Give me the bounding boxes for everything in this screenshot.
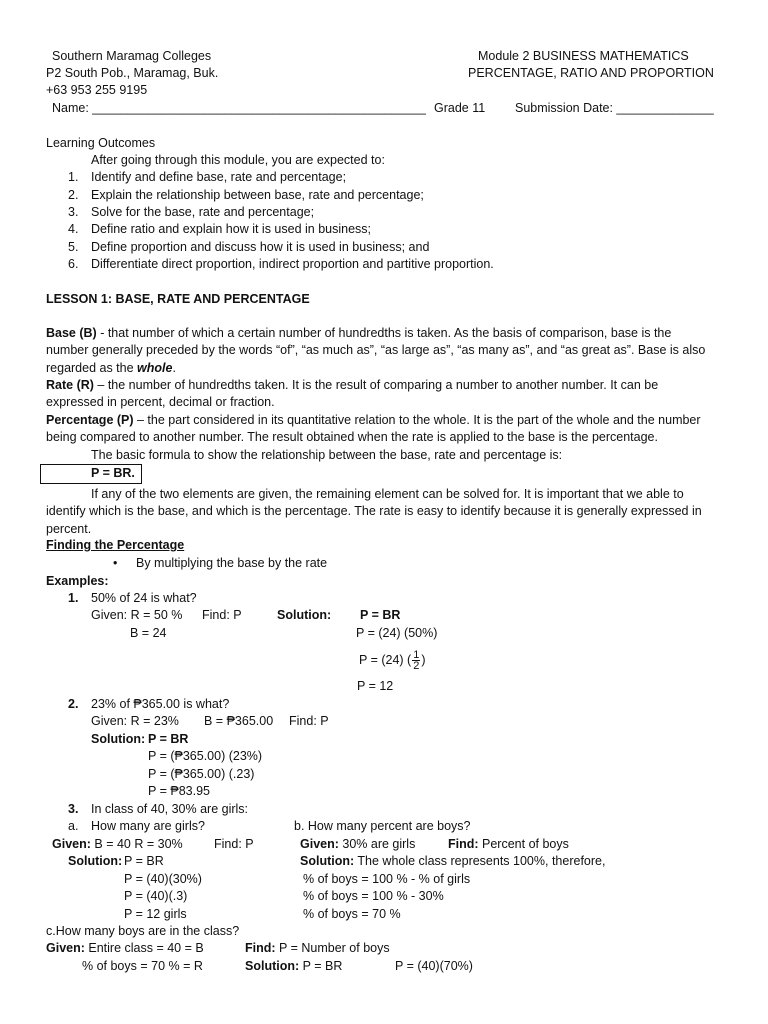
given-value: Entire class = 40 = B bbox=[84, 941, 204, 955]
given-value: B = 40 R = 30% bbox=[90, 837, 183, 851]
outcome-number: 3. bbox=[68, 205, 79, 219]
rate-term: Rate (R) bbox=[46, 378, 94, 392]
lesson-heading: LESSON 1: BASE, RATE AND PERCENTAGE bbox=[46, 292, 310, 306]
given-value: 30% are girls bbox=[338, 837, 416, 851]
outcome-text: Define ratio and explain how it is used in business; bbox=[91, 222, 372, 236]
sub-a-answer: P = 12 girls bbox=[124, 907, 187, 921]
solution-value: The whole class represents 100%, therefore, bbox=[354, 854, 606, 868]
example-step-fraction bbox=[359, 650, 426, 671]
grade-label: Grade 11 bbox=[434, 101, 486, 115]
outcome-text: Explain the relationship between base, rate and percentage; bbox=[91, 188, 424, 202]
sub-a-step: P = BR bbox=[124, 854, 164, 868]
sub-b-answer: % of boys = 70 % bbox=[303, 907, 401, 921]
sub-a-given bbox=[52, 837, 183, 852]
sub-b-find bbox=[448, 837, 569, 852]
sub-c-rate: % of boys = 70 % = R bbox=[82, 959, 203, 973]
learning-outcomes-heading: Learning Outcomes bbox=[46, 136, 156, 150]
solution-value: P = BR bbox=[299, 959, 343, 973]
sub-b-step: % of boys = 100 % - % of girls bbox=[303, 872, 471, 886]
sub-b-step: % of boys = 100 % - 30% bbox=[303, 889, 444, 903]
name-field-label: Name: ________________________________________________ bbox=[52, 101, 426, 115]
find-label: Find: bbox=[245, 941, 276, 955]
base-definition-end: . bbox=[172, 360, 176, 375]
example-find: Find: P bbox=[202, 608, 242, 622]
finding-bullet-text: By multiplying the base by the rate bbox=[136, 556, 328, 570]
fraction-numerator: 1 bbox=[413, 649, 420, 661]
find-value: Percent of boys bbox=[478, 837, 569, 851]
find-value: P = Number of boys bbox=[275, 941, 390, 955]
example-solution-label: Solution: bbox=[277, 608, 332, 622]
school-name: Southern Maramag Colleges bbox=[52, 49, 212, 63]
base-whole-term: whole bbox=[137, 360, 173, 375]
outcome-text: Define proportion and discuss how it is used in business; and bbox=[91, 240, 430, 254]
solution-label: Solution: bbox=[245, 959, 300, 973]
submission-date-label: Submission Date: ______________ bbox=[515, 101, 714, 115]
example-answer: P = ₱83.95 bbox=[148, 784, 210, 798]
sub-question-c: c.How many boys are in the class? bbox=[46, 924, 240, 938]
example-given: Given: R = 50 % bbox=[91, 608, 183, 622]
sub-a-step: P = (40)(30%) bbox=[124, 872, 202, 886]
outcome-number: 5. bbox=[68, 240, 79, 254]
rate-definition-text: – the number of hundredths taken. It is the result of comparing a number to another number. It can be expressed in percent, decimal or fraction. bbox=[46, 378, 659, 410]
example-answer: P = 12 bbox=[357, 679, 394, 693]
example-base: B = 24 bbox=[130, 626, 167, 640]
sub-c-solution bbox=[245, 959, 342, 974]
module-title: Module 2 BUSINESS MATHEMATICS bbox=[478, 49, 689, 63]
example-solution-label: Solution: bbox=[91, 732, 146, 746]
example-step: P = (₱365.00) (.23) bbox=[148, 767, 255, 781]
outcome-number: 2. bbox=[68, 188, 79, 202]
percentage-definition-text: – the part considered in its quantitative relation to the whole. It is the part of the whole and the number being compared to another number. The result obtained when the rate is applied to the base is the percentage. bbox=[46, 413, 701, 445]
given-label: Given: bbox=[52, 837, 91, 851]
sub-b-solution bbox=[300, 854, 605, 869]
base-definition bbox=[46, 325, 716, 377]
outcome-text: Solve for the base, rate and percentage; bbox=[91, 205, 315, 219]
fraction-prefix: P = (24) ( bbox=[359, 652, 412, 667]
sub-question-a: How many are girls? bbox=[91, 819, 205, 833]
example-step: P = (₱365.00) (23%) bbox=[148, 749, 263, 763]
base-definition-text: - that number of which a certain number of hundredths is taken. As the basis of comparison, base is the number generally preceded by the words “of”, “as much as”, “as large as”, “as many as”, and “as great as”. Base is also regarded as the bbox=[46, 326, 706, 375]
school-phone: +63 953 255 9195 bbox=[46, 83, 148, 97]
example-number: 3. bbox=[68, 802, 79, 816]
example-step: P = (24) (50%) bbox=[356, 626, 438, 640]
example-step: P = BR bbox=[360, 608, 401, 622]
examples-label: Examples: bbox=[46, 574, 109, 588]
example-question: 23% of ₱365.00 is what? bbox=[91, 697, 230, 711]
formula-box bbox=[40, 464, 142, 484]
given-label: Given: bbox=[300, 837, 339, 851]
sub-c-given bbox=[46, 941, 204, 956]
example-question: In class of 40, 30% are girls: bbox=[91, 802, 249, 816]
module-subtitle: PERCENTAGE, RATIO AND PROPORTION bbox=[468, 66, 714, 80]
sub-c-find bbox=[245, 941, 390, 956]
sub-c-step: P = (40)(70%) bbox=[395, 959, 473, 973]
rate-definition bbox=[46, 377, 716, 412]
percentage-definition bbox=[46, 412, 716, 447]
example-number: 1. bbox=[68, 591, 79, 605]
solution-label: Solution: bbox=[300, 854, 355, 868]
percentage-term: Percentage (P) bbox=[46, 413, 134, 427]
outcome-text: Differentiate direct proportion, indirect proportion and partitive proportion. bbox=[91, 257, 494, 271]
school-address: P2 South Pob., Maramag, Buk. bbox=[46, 66, 219, 80]
sub-a-find: Find: P bbox=[214, 837, 254, 851]
sub-question-b: b. How many percent are boys? bbox=[294, 819, 471, 833]
formula-intro: The basic formula to show the relationship between the base, rate and percentage is: bbox=[91, 448, 563, 462]
example-find: Find: P bbox=[289, 714, 329, 728]
example-number: 2. bbox=[68, 697, 79, 711]
outcome-number: 4. bbox=[68, 222, 79, 236]
find-label: Find: bbox=[448, 837, 479, 851]
formula-text: P = BR. bbox=[91, 466, 135, 480]
sub-a-solution-label: Solution: bbox=[68, 854, 123, 868]
sub-a-step: P = (40)(.3) bbox=[124, 889, 188, 903]
outcome-text: Identify and define base, rate and percentage; bbox=[91, 170, 347, 184]
given-label: Given: bbox=[46, 941, 85, 955]
outcome-number: 1. bbox=[68, 170, 79, 184]
example-question: 50% of 24 is what? bbox=[91, 591, 197, 605]
fraction-denominator: 2 bbox=[413, 660, 420, 672]
fraction-suffix: ) bbox=[421, 652, 426, 667]
fraction bbox=[412, 650, 420, 671]
base-term: Base (B) bbox=[46, 326, 97, 340]
outcome-number: 6. bbox=[68, 257, 79, 271]
finding-percentage-heading: Finding the Percentage bbox=[46, 538, 185, 552]
example-step: P = BR bbox=[148, 732, 189, 746]
sub-question-label: a. bbox=[68, 819, 79, 833]
example-given: Given: R = 23% bbox=[91, 714, 179, 728]
example-base: B = ₱365.00 bbox=[204, 714, 274, 728]
bullet-icon: • bbox=[113, 556, 118, 570]
learning-outcomes-intro: After going through this module, you are expected to: bbox=[91, 153, 385, 167]
sub-b-given bbox=[300, 837, 415, 852]
two-elements-paragraph: If any of the two elements are given, the remaining element can be solved for. It is important that we able to identify which is the base, and which is the percentage. The rate is easy to identify because it is generally expressed in percent. bbox=[46, 487, 702, 536]
